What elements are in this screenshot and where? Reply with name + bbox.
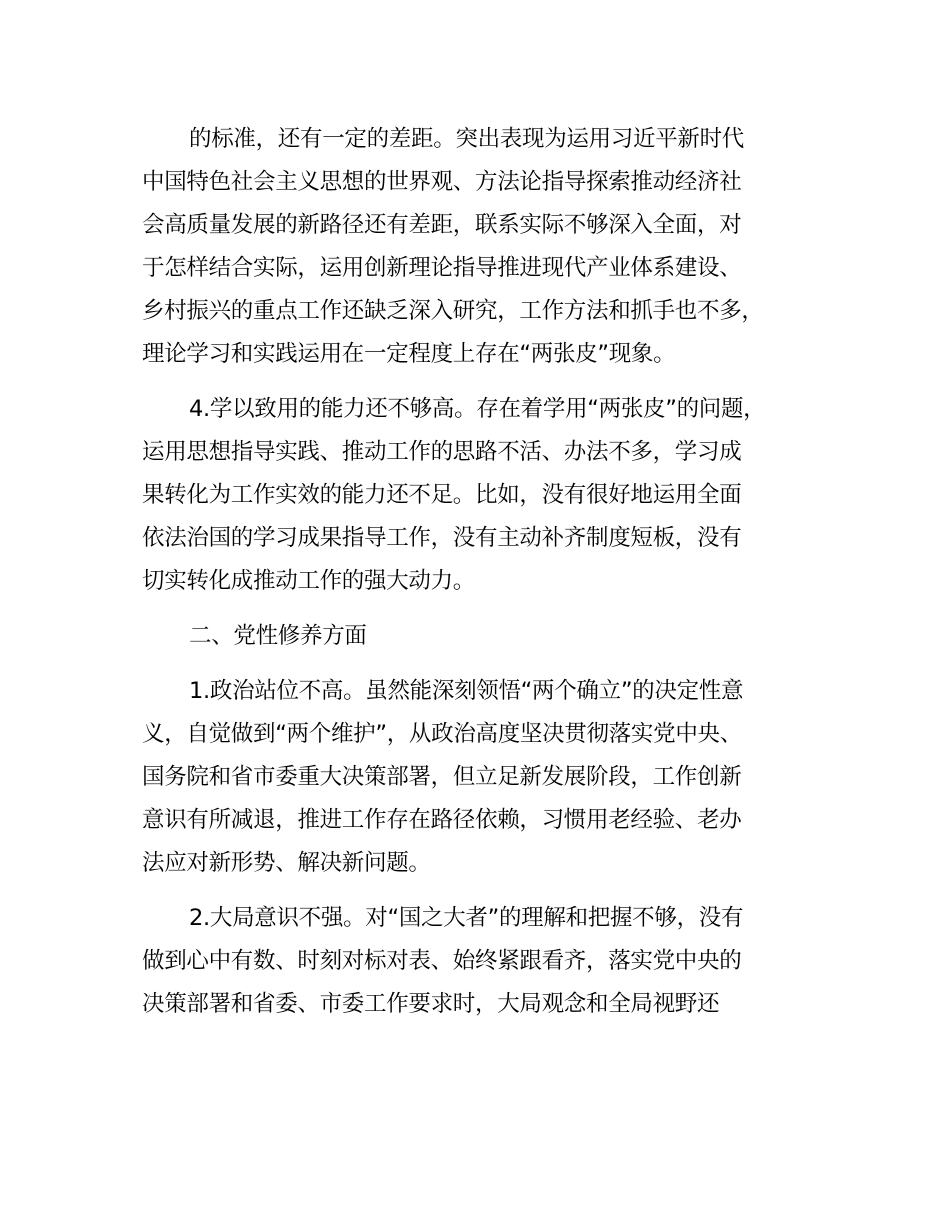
paragraph-item-1-political-stance	[142, 670, 830, 885]
paragraph-theory-gap	[142, 118, 830, 376]
text-line: 国务院和省市委重大决策部署，但立足新发展阶段，工作创新	[142, 764, 742, 790]
text-line: 运用思想指导实践、推动工作的思路不活、办法不多，学习成	[142, 439, 742, 465]
text-line: 法应对新形势、解决新问题。	[142, 850, 431, 876]
text-line: 2.大局意识不强。对“国之大者”的理解和把握不够，没有	[189, 905, 744, 931]
text-line: 义，自觉做到“两个维护”，从政治高度坚决贯彻落实党中央、	[142, 721, 742, 747]
text-line: 乡村振兴的重点工作还缺乏深入研究，工作方法和抓手也不多，	[142, 298, 764, 324]
text-line: 依法治国的学习成果指导工作，没有主动补齐制度短板，没有	[142, 525, 742, 551]
text-line: 会高质量发展的新路径还有差距，联系实际不够深入全面，对	[142, 212, 742, 238]
paragraph-item-4-application	[142, 388, 830, 603]
text-line: 中国特色社会主义思想的世界观、方法论指导探索推动经济社	[142, 169, 742, 195]
text-line: 1.政治站位不高。虽然能深刻领悟“两个确立”的决定性意	[189, 678, 744, 704]
text-line: 切实转化成推动工作的强大动力。	[142, 568, 476, 594]
text-line: 意识有所减退，推进工作存在路径依赖，习惯用老经验、老办	[142, 807, 742, 833]
document-page	[142, 118, 830, 1038]
text-line: 的标准，还有一定的差距。突出表现为运用习近平新时代	[189, 126, 745, 152]
text-line: 决策部署和省委、市委工作要求时，大局观念和全局视野还	[142, 991, 720, 1017]
text-line: 于怎样结合实际，运用创新理论指导推进现代产业体系建设、	[142, 255, 742, 281]
paragraph-item-2-overall-awareness	[142, 897, 830, 1026]
text-line: 4.学以致用的能力还不够高。存在着学用“两张皮”的问题，	[189, 396, 766, 422]
section-heading: 二、党性修养方面	[189, 623, 367, 649]
text-line: 果转化为工作实效的能力还不足。比如，没有很好地运用全面	[142, 482, 742, 508]
text-line: 理论学习和实践运用在一定程度上存在“两张皮”现象。	[142, 341, 676, 367]
section-heading-party-cultivation	[142, 615, 830, 658]
text-line: 做到心中有数、时刻对标对表、始终紧跟看齐，落实党中央的	[142, 948, 742, 974]
